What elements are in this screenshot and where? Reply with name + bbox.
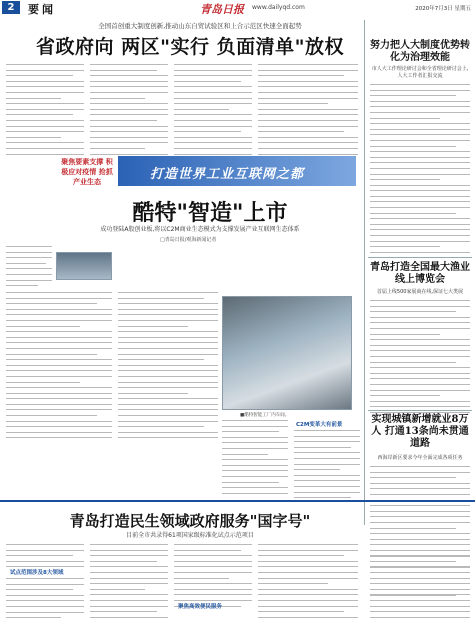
feature-subhead: 成功登陆A股创业板,将以C2M商业生态模式为支撑发展产业互联网生态体系 <box>100 226 300 233</box>
section-name: 要闻 <box>28 3 56 16</box>
right-mid-col <box>370 300 470 417</box>
lead-col-3 <box>174 64 252 159</box>
feature-inset-photo <box>56 252 112 280</box>
bottom-col-1b <box>6 578 84 620</box>
right-mid-subhead: 首届上线500家展商在线,保证七大类展 <box>376 289 464 295</box>
right-bottom-headline[interactable]: 实现城镇新增就业8万人 打通13条尚未贯通道路 <box>371 414 469 449</box>
right-mid-headline[interactable]: 青岛打造全国最大渔业线上博览会 <box>370 262 470 285</box>
bottom-sub2: 聚焦高效便民服务 <box>178 604 223 610</box>
bottom-col-2 <box>90 544 168 620</box>
bottom-sub1: 试点范围涉及8大领域 <box>10 570 64 576</box>
paper-logo: 青岛日报 <box>200 3 244 16</box>
feature-byline: □青岛日报/观海新闻记者 <box>160 237 217 243</box>
lead-col-4 <box>258 64 358 159</box>
page-number: 2 <box>2 1 20 14</box>
column-divider <box>364 20 365 525</box>
lead-kicker: 全国首创重大制度创新,推动山东自贸试验区和上合示范区快速全面起势 <box>98 22 302 30</box>
lead-col-1 <box>6 64 84 159</box>
right-top-subhead: 市人大工作理论研讨会和全省理论研讨会上,人大工作者汇报交流 <box>371 66 469 79</box>
feature-col-2 <box>118 292 218 443</box>
feature-subheading: C2M变革大有前景 <box>296 422 343 428</box>
paper-date: 2020年7月3日 星期五 <box>415 6 471 12</box>
feature-col-1 <box>6 292 112 443</box>
right-bottom-subhead: 西海岸新区要求今年全面完成各项任务 <box>377 455 463 461</box>
lead-headline[interactable]: 省政府向 两区"实行 负面清单"放权 <box>35 36 345 58</box>
feature-side-tag: 聚焦要素支撑 积极应对疫情 抢抓产业生态 <box>61 158 113 186</box>
feature-headline[interactable]: 酷特"智造"上市 <box>132 200 288 226</box>
right-top-col <box>370 84 470 257</box>
bottom-col-5 <box>370 544 470 620</box>
lead-col-2 <box>90 64 168 159</box>
paper-url[interactable]: www.dailyqd.com <box>252 4 305 11</box>
right-divider-2 <box>368 410 472 411</box>
bottom-subhead: 目前全市共录得61项国家级标准化试点示范项目 <box>126 532 254 539</box>
bottom-divider <box>0 500 475 502</box>
right-top-headline[interactable]: 努力把人大制度优势转化为治理效能 <box>370 40 470 63</box>
feature-col-4 <box>294 430 360 503</box>
factory-photo <box>222 296 352 410</box>
feature-banner-title: 打造世界工业互联网之都 <box>150 167 305 182</box>
photo-caption: ■酷特智能工厂内车间。 <box>240 413 290 418</box>
feature-col-3 <box>222 420 288 498</box>
bottom-headline[interactable]: 青岛打造民生领域政府服务"国字号" <box>69 512 311 530</box>
bottom-col-4 <box>258 544 358 620</box>
right-divider-1 <box>368 257 472 258</box>
feature-col-0 <box>6 246 52 291</box>
